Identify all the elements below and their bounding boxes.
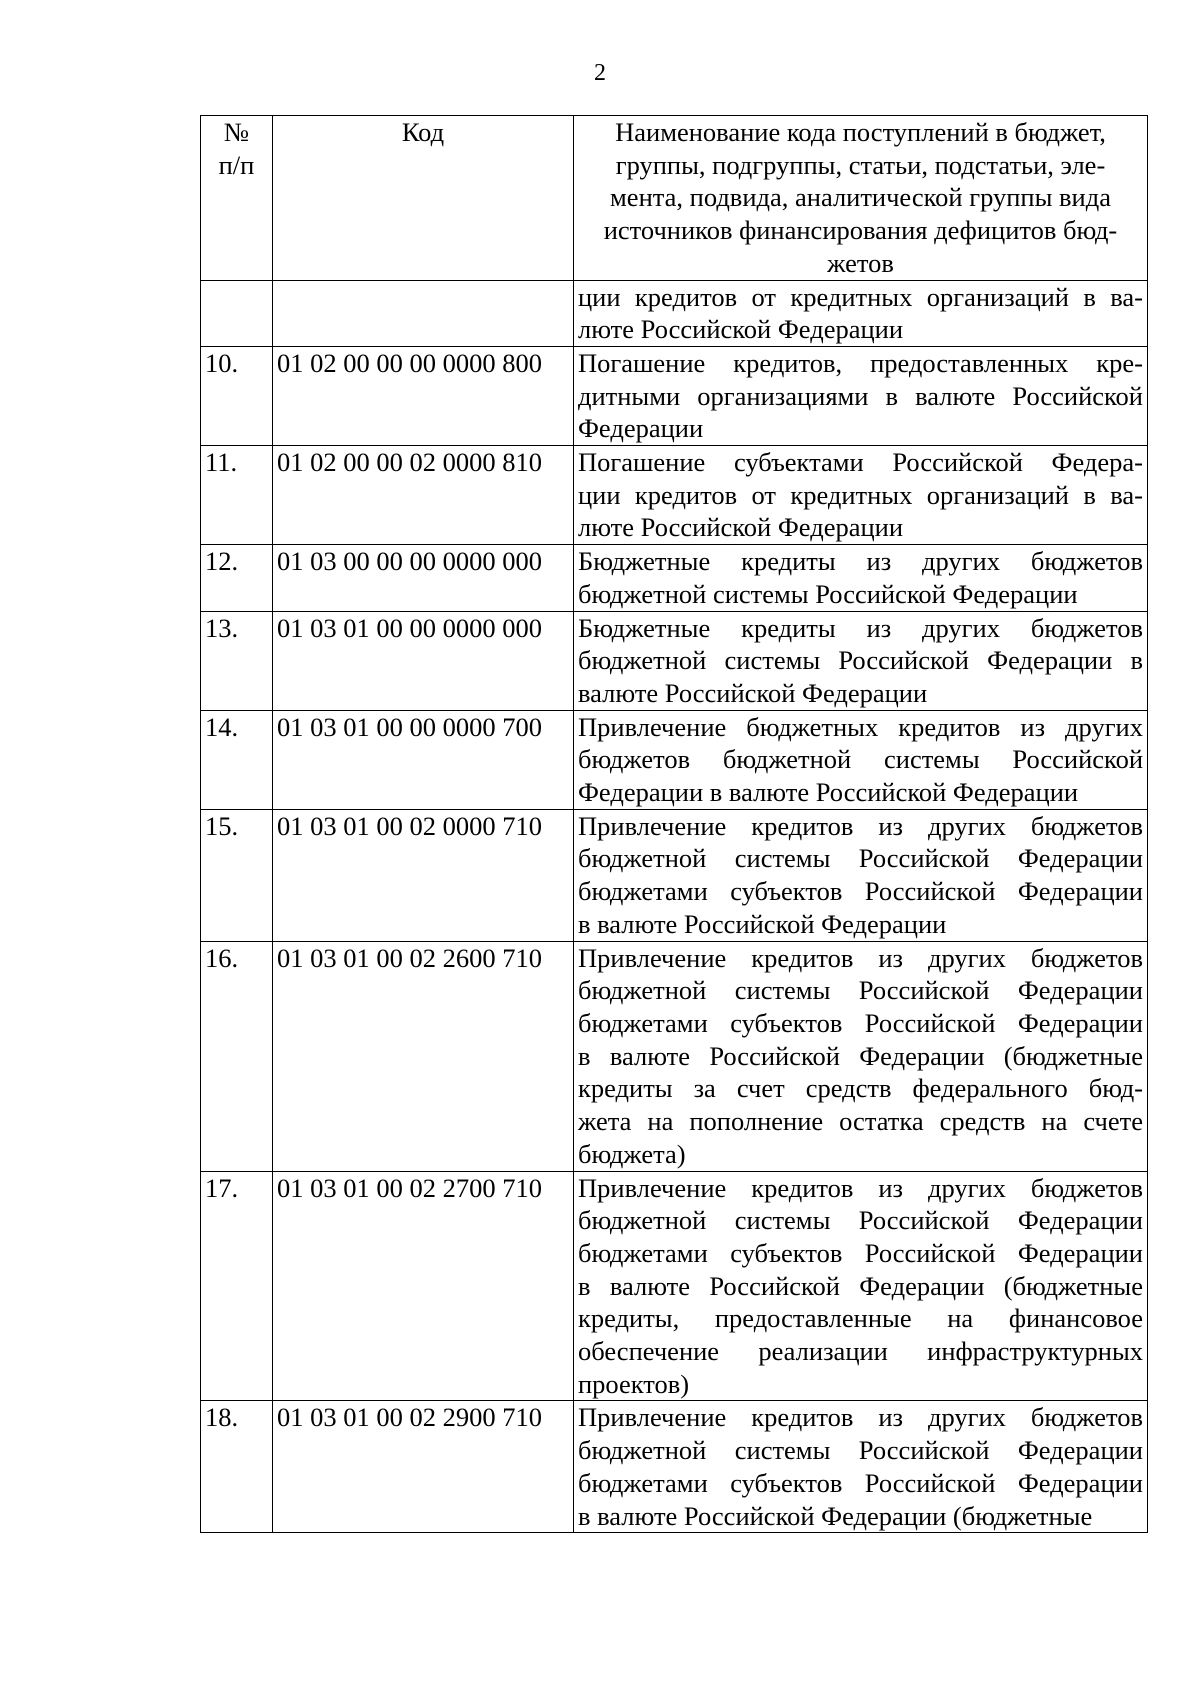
row-name-line: Привлечение бюджетных кредитов из других	[578, 711, 1143, 742]
row-name-line: бюджетами субъектов Российской Федерации	[578, 1007, 1143, 1038]
row-name-line: бюджетами субъектов Российской Федерации	[578, 1237, 1143, 1268]
row-name-line: Привлечение кредитов из других бюджетов	[578, 1402, 1143, 1433]
row-name-line: в валюте Российской Федерации (бюджетные	[578, 1270, 1143, 1301]
row-code: 01 02 00 00 02 0000 810	[273, 446, 574, 545]
header-name-line: Наименование кода поступлений в бюджет,	[615, 117, 1106, 147]
header-name-line: группы, подгруппы, статьи, подстатьи, эле-	[615, 149, 1106, 180]
row-name-line: ции кредитов от кредитных организаций в ва-	[578, 281, 1143, 312]
row-name	[574, 545, 1148, 611]
row-name-line: жета на пополнение остатка средств на счете	[578, 1106, 1143, 1137]
row-name-line: кредиты, предоставленные на финансовое	[578, 1303, 1143, 1334]
row-code: 01 03 01 00 00 0000 700	[273, 710, 574, 809]
row-name-line: бюджетами субъектов Российской Федерации	[578, 876, 1143, 907]
row-name	[574, 809, 1148, 941]
row-name	[574, 346, 1148, 445]
row-name-line: Погашение кредитов, предоставленных кре-	[578, 347, 1143, 378]
row-name-line: в валюте Российской Федерации (бюджетные	[578, 1500, 1093, 1531]
row-number: 16.	[201, 941, 273, 1171]
table-header-row	[201, 116, 1148, 281]
row-number	[201, 280, 273, 346]
row-name-line: бюджетной системы Российской Федерации	[578, 975, 1143, 1006]
row-number: 18.	[201, 1401, 273, 1533]
row-name-line: Федерации	[578, 413, 704, 444]
row-name-line: бюджета)	[578, 1138, 686, 1169]
row-name-line: Бюджетные кредиты из других бюджетов	[578, 546, 1143, 577]
page-number: 2	[594, 60, 606, 86]
header-number-line: №	[223, 117, 250, 147]
table-row	[201, 545, 1148, 611]
row-name-line: обеспечение реализации инфраструктурных	[578, 1336, 1143, 1367]
row-name-line: бюджетной системы Российской Федерации	[578, 1435, 1143, 1466]
row-name-line: бюджетной системы Российской Федерации в	[578, 645, 1143, 676]
header-name-line: жетов	[827, 247, 894, 278]
row-code: 01 03 01 00 02 2900 710	[273, 1401, 574, 1533]
row-number: 11.	[201, 446, 273, 545]
row-name-line: Погашение субъектами Российской Федера-	[578, 447, 1143, 478]
row-name-line: Федерации в валюте Российской Федерации	[578, 777, 1079, 808]
row-name-line: бюджетами субъектов Российской Федерации	[578, 1467, 1143, 1498]
row-name-line: Привлечение кредитов из других бюджетов	[578, 1172, 1143, 1203]
header-name-line: источников финансирования дефицитов бюд-	[603, 215, 1118, 246]
row-name-line: бюджетной системы Российской Федерации	[578, 1205, 1143, 1236]
row-code	[273, 280, 574, 346]
row-code: 01 03 01 00 02 2700 710	[273, 1171, 574, 1401]
row-name-line: Привлечение кредитов из других бюджетов	[578, 942, 1143, 973]
table-row	[201, 1171, 1148, 1401]
row-name-line: в валюте Российской Федерации (бюджетные	[578, 1040, 1143, 1071]
row-name	[574, 941, 1148, 1171]
row-code: 01 03 01 00 02 0000 710	[273, 809, 574, 941]
row-code: 01 03 01 00 00 0000 000	[273, 611, 574, 710]
row-number: 15.	[201, 809, 273, 941]
table-row	[201, 941, 1148, 1171]
row-name	[574, 710, 1148, 809]
row-name-line: ции кредитов от кредитных организаций в ва-	[578, 479, 1143, 510]
row-name	[574, 1171, 1148, 1401]
table-row	[201, 809, 1148, 941]
row-name	[574, 446, 1148, 545]
row-name-line: валюте Российской Федерации	[578, 677, 928, 708]
table-row	[201, 446, 1148, 545]
header-name-line: мента, подвида, аналитической группы вида	[610, 182, 1111, 213]
row-name-line: Бюджетные кредиты из других бюджетов	[578, 612, 1143, 643]
row-code: 01 02 00 00 00 0000 800	[273, 346, 574, 445]
row-name	[574, 611, 1148, 710]
row-number: 14.	[201, 710, 273, 809]
row-name-line: Привлечение кредитов из других бюджетов	[578, 810, 1143, 841]
header-number	[201, 116, 273, 281]
row-name-line: люте Российской Федерации	[578, 512, 904, 543]
row-number: 17.	[201, 1171, 273, 1401]
budget-codes-table	[200, 115, 1148, 1533]
table-row	[201, 346, 1148, 445]
table-row	[201, 611, 1148, 710]
row-number: 12.	[201, 545, 273, 611]
header-name	[574, 116, 1148, 281]
header-number-line: п/п	[218, 149, 255, 180]
row-name-line: проектов)	[578, 1368, 690, 1399]
header-code: Код	[273, 116, 574, 281]
row-name-line: бюджетов бюджетной системы Российской	[578, 744, 1143, 775]
table-row	[201, 710, 1148, 809]
row-name	[574, 280, 1148, 346]
row-number: 13.	[201, 611, 273, 710]
table-row	[201, 1401, 1148, 1533]
row-name-line: кредиты за счет средств федерального бюд-	[578, 1073, 1143, 1104]
table-row	[201, 280, 1148, 346]
row-code: 01 03 01 00 02 2600 710	[273, 941, 574, 1171]
row-name-line: бюджетной системы Российской Федерации	[578, 843, 1143, 874]
row-name-line: бюджетной системы Российской Федерации	[578, 578, 1078, 609]
table-body	[201, 280, 1148, 1533]
row-number: 10.	[201, 346, 273, 445]
row-name	[574, 1401, 1148, 1533]
row-code: 01 03 00 00 00 0000 000	[273, 545, 574, 611]
row-name-line: в валюте Российской Федерации	[578, 908, 947, 939]
row-name-line: дитными организациями в валюте Российской	[578, 380, 1143, 411]
row-name-line: люте Российской Федерации	[578, 314, 904, 345]
